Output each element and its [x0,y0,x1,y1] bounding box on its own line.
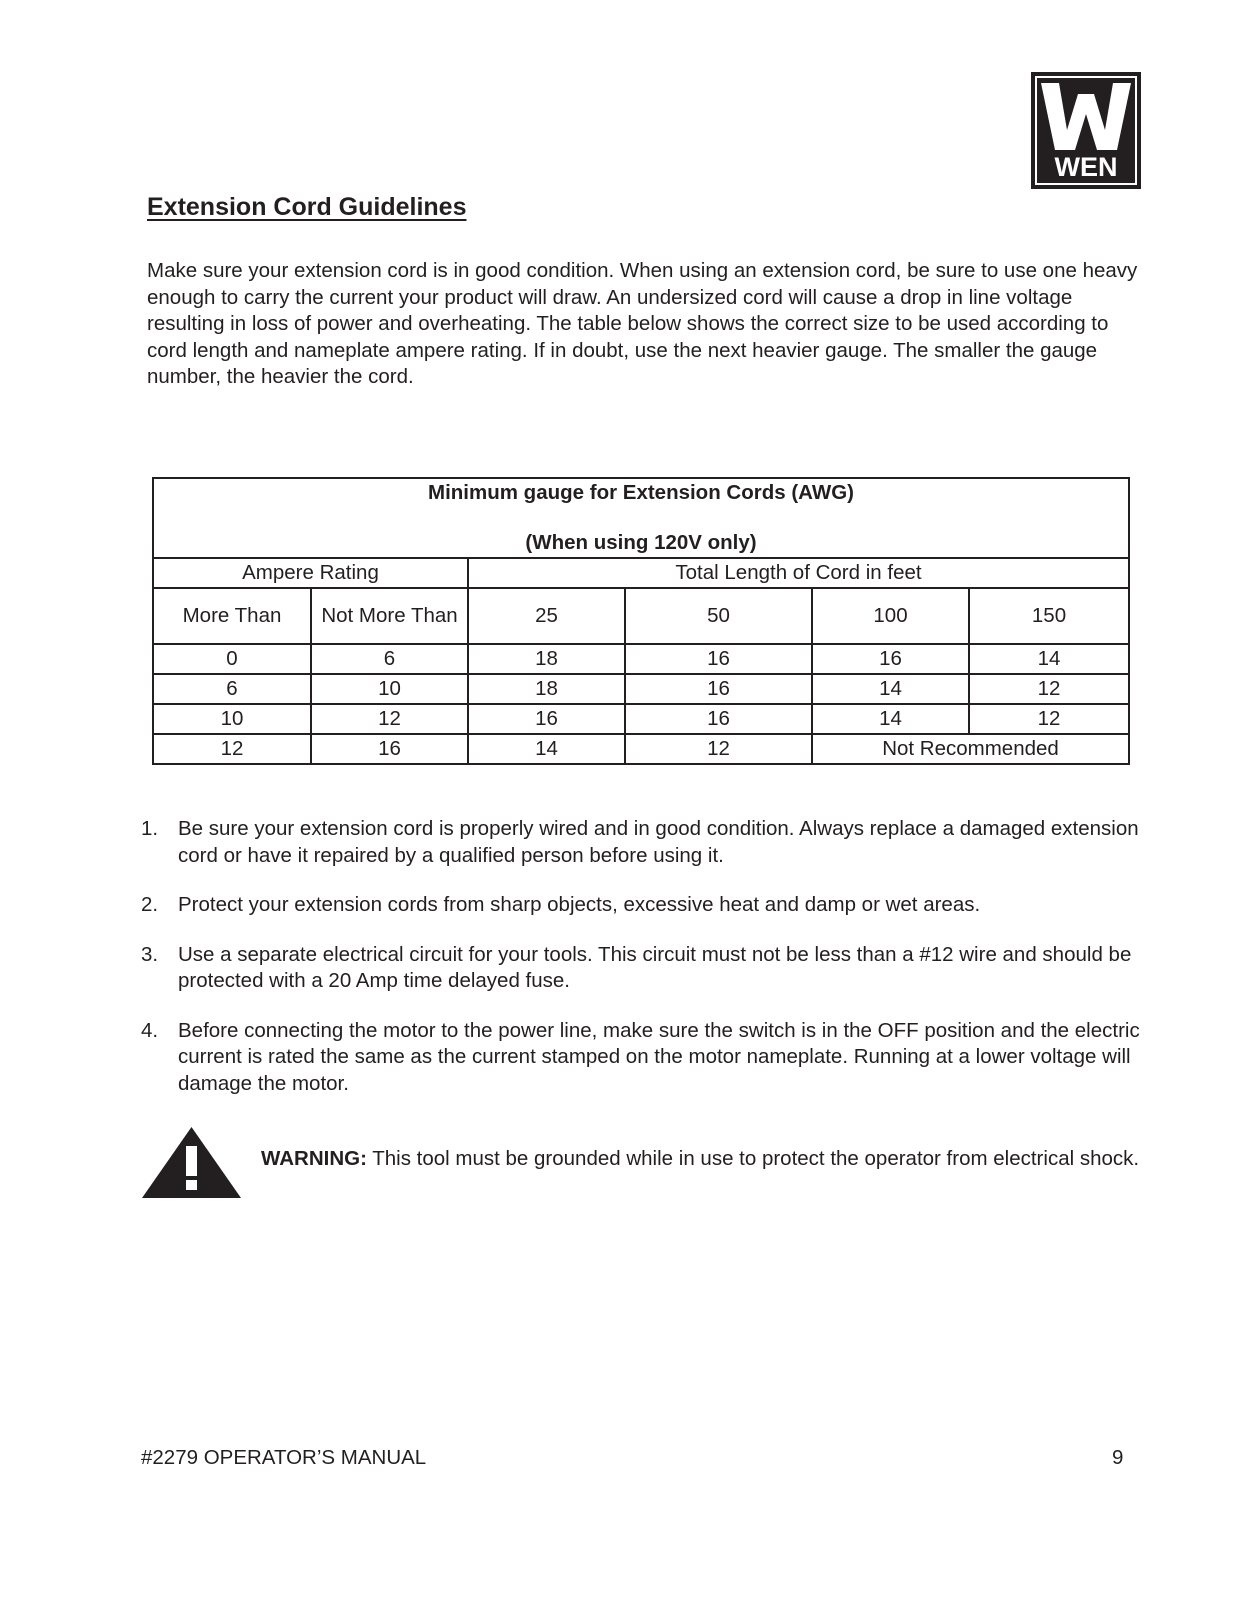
column-header-length: 25 [468,588,625,644]
table-cell: 10 [311,674,468,704]
table-cell: 16 [812,644,969,674]
list-item [141,942,1141,995]
table-cell: 6 [311,644,468,674]
table-cell: 14 [812,674,969,704]
extension-cord-gauge-table [152,477,1130,765]
table-cell: 18 [468,674,625,704]
list-item [141,892,1141,919]
table-cell: 0 [153,644,311,674]
table-row [153,734,1129,764]
list-item-text: Use a separate electrical circuit for your tools. This circuit must not be less than a #12 wire and should be protected with a 20 Amp time delayed fuse. [178,942,1132,992]
table-cell: 14 [468,734,625,764]
table-cell: 14 [969,644,1129,674]
intro-paragraph: Make sure your extension cord is in good condition. When using an extension cord, be sure to use one heavy enough to carry the current your product will draw. An undersized cord will cause a drop in line voltage resulting in loss of power and overheating. The table below shows the correct size to be used according to cord length and nameplate ampere rating. If in doubt, use the next heavier gauge. The smaller the gauge number, the heavier the cord. [147,259,1138,388]
list-item-text: Protect your extension cords from sharp objects, excessive heat and damp or wet areas. [178,893,981,916]
list-item-number: 3. [141,942,159,966]
footer-page-number: 9 [1112,1446,1124,1469]
table-cell: 12 [625,734,812,764]
column-header-length: 150 [969,588,1129,644]
logo-text: WEN [1054,152,1118,182]
column-header-more-than: More Than [153,588,311,644]
table-cell: 14 [812,704,969,734]
not-recommended-cell: Not Recommended [812,734,1129,764]
table-cell: 16 [625,704,812,734]
list-item [141,1018,1141,1098]
wen-logo [1031,72,1141,189]
table-cell: 16 [625,644,812,674]
group-header-length: Total Length of Cord in feet [468,558,1129,588]
table-cell: 16 [468,704,625,734]
table-cell: 6 [153,674,311,704]
warning-message [261,1146,1141,1173]
column-header-length: 50 [625,588,812,644]
list-item [141,816,1141,869]
group-header-ampere: Ampere Rating [153,558,468,588]
list-item-number: 2. [141,893,159,916]
table-row [153,704,1129,734]
table-cell: 12 [153,734,311,764]
table-caption [153,478,1129,558]
footer-manual-title: #2279 OPERATOR’S MANUAL [141,1446,427,1469]
warning-label: WARNING: [261,1147,367,1170]
list-item-text: Be sure your extension cord is properly wired and in good condition. Always replace a damaged extension cord or have it repaired by a qualified person before using it. [178,817,1139,867]
section-title: Extension Cord Guidelines [147,193,467,221]
table-cell: 10 [153,704,311,734]
warning-triangle-icon [142,1127,241,1198]
table-subtitle: (When using 120V only) [525,531,757,554]
list-item-text: Before connecting the motor to the power line, make sure the switch is in the OFF position and the electric current is rated the same as the current stamped on the motor nameplate. Running at a lower voltage will damage the motor. [178,1018,1140,1095]
table-title: Minimum gauge for Extension Cords (AWG) [428,481,854,504]
table-cell: 12 [311,704,468,734]
warning-text: This tool must be grounded while in use to protect the operator from electrical shock. [366,1147,1140,1170]
guideline-list [141,816,1141,1120]
column-header-length: 100 [812,588,969,644]
table-row [153,644,1129,674]
table-cell: 18 [468,644,625,674]
list-item-number: 1. [141,817,159,840]
table-cell: 12 [969,674,1129,704]
table-row [153,674,1129,704]
table-cell: 16 [311,734,468,764]
table-cell: 16 [625,674,812,704]
column-header-not-more-than: Not More Than [311,588,468,644]
list-item-number: 4. [141,1018,159,1042]
table-cell: 12 [969,704,1129,734]
